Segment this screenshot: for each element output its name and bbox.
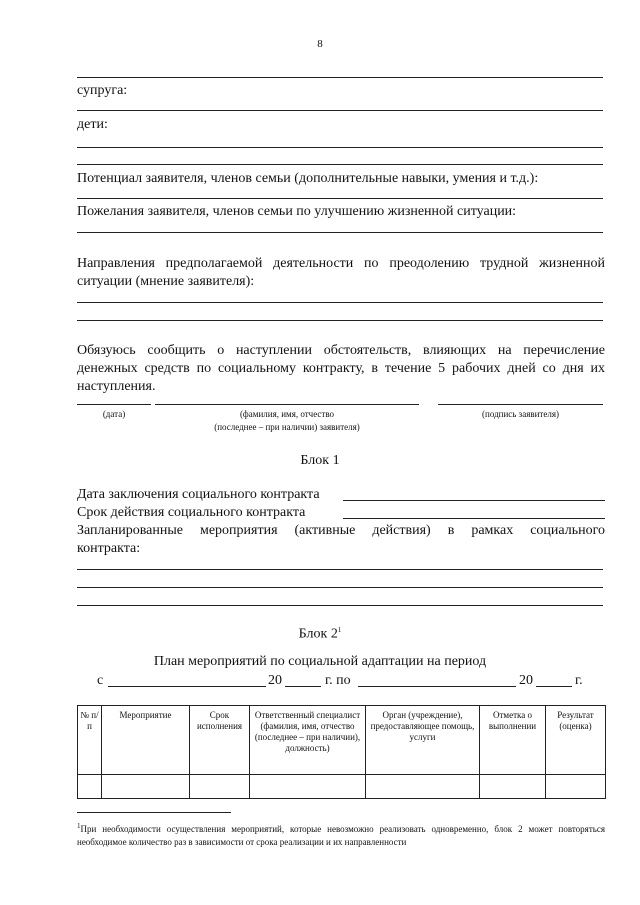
table-cell[interactable] (250, 775, 366, 799)
block-2-title-text: Блок 2 (298, 626, 338, 642)
block-2-title (0, 626, 640, 643)
obligation-line-3: наступления. (77, 379, 156, 394)
table-cell[interactable] (366, 775, 480, 799)
block-1-title: Блок 1 (300, 453, 340, 468)
name-caption-note: (последнее – при наличии) заявителя) (214, 422, 360, 432)
spouse-label: супруга: (77, 83, 128, 98)
planned-activities-line-1: Запланированные мероприятия (активные действия) в рамках социального (77, 523, 605, 538)
activities-plan-table (77, 705, 606, 799)
planned-activities-fill-line[interactable] (77, 587, 603, 588)
directions-fill-line[interactable] (77, 320, 603, 321)
directions-line-1: Направления предполагаемой деятельности по преодолению трудной жизненной (77, 256, 605, 271)
children-fill-line[interactable] (77, 164, 603, 165)
signature-line[interactable] (438, 404, 603, 405)
directions-fill-line[interactable] (77, 302, 603, 303)
footnote-separator (77, 812, 231, 813)
year-suffix-2: г. (575, 673, 583, 688)
fill-line[interactable] (77, 77, 603, 78)
footnote-reference: 1 (337, 626, 342, 634)
date-caption: (дата) (102, 409, 126, 419)
table-row (78, 775, 606, 799)
header-cell-agency: Орган (учреждение), предоставляющее помощь, услуги (366, 706, 480, 775)
period-from-label: с (97, 673, 104, 688)
signature-caption: (подпись заявителя) (482, 409, 559, 419)
footnote-mark: 1 (77, 822, 81, 830)
validity-period-fill-line[interactable] (343, 518, 605, 519)
header-cell-result: Результат (оценка) (546, 706, 606, 775)
name-caption: (фамилия, имя, отчество (239, 409, 335, 419)
wishes-label: Пожелания заявителя, членов семьи по улучшению жизненной ситуации: (77, 204, 517, 219)
period-start-fill-line[interactable] (108, 686, 266, 687)
planned-activities-fill-line[interactable] (77, 569, 603, 570)
children-fill-line[interactable] (77, 147, 603, 148)
footnote-text: При необходимости осуществления мероприятий, которые невозможно реализовать одновременно, блок 2 может повторяться необходимое количество раз в зависимости от срока реализации и их направленности (77, 824, 605, 847)
table-cell[interactable] (78, 775, 102, 799)
potential-fill-line[interactable] (77, 198, 603, 199)
year-prefix-2: 20 (519, 673, 533, 688)
period-to-label: г. по (325, 673, 351, 688)
spouse-fill-line[interactable] (77, 110, 603, 111)
header-cell-completion: Отметка о выполнении (480, 706, 546, 775)
period-end-fill-line[interactable] (358, 686, 516, 687)
children-label: дети: (77, 117, 108, 132)
conclusion-date-label: Дата заключения социального контракта (77, 487, 320, 502)
planned-activities-line-2: контракта: (77, 541, 141, 556)
plan-title: План мероприятий по социальной адаптации на период (153, 654, 487, 669)
year-2-fill-line[interactable] (536, 686, 572, 687)
directions-line-2: ситуации (мнение заявителя): (77, 274, 255, 289)
planned-activities-fill-line[interactable] (77, 605, 603, 606)
footnote (77, 820, 605, 849)
table-cell[interactable] (190, 775, 250, 799)
header-cell-activity: Мероприятие (102, 706, 190, 775)
table-header-row (78, 706, 606, 775)
header-cell-number: № п/п (78, 706, 102, 775)
year-prefix-1: 20 (268, 673, 282, 688)
date-line[interactable] (77, 404, 151, 405)
year-1-fill-line[interactable] (285, 686, 321, 687)
page-number: 8 (317, 38, 323, 50)
obligation-line-1: Обязуюсь сообщить о наступлении обстоятельств, влияющих на перечисление (77, 343, 605, 358)
name-line[interactable] (155, 404, 419, 405)
table-cell[interactable] (546, 775, 606, 799)
potential-label: Потенциал заявителя, членов семьи (дополнительные навыки, умения и т.д.): (77, 171, 539, 186)
header-cell-deadline: Срок исполнения (190, 706, 250, 775)
table-cell[interactable] (102, 775, 190, 799)
table-cell[interactable] (480, 775, 546, 799)
header-cell-responsible: Ответственный специалист (фамилия, имя, отчество (последнее – при наличии), должность) (250, 706, 366, 775)
conclusion-date-fill-line[interactable] (343, 500, 605, 501)
obligation-line-2: денежных средств по социальному контракту, в течение 5 рабочих дней со дня их (77, 361, 605, 376)
validity-period-label: Срок действия социального контракта (77, 505, 306, 520)
wishes-fill-line[interactable] (77, 232, 603, 233)
